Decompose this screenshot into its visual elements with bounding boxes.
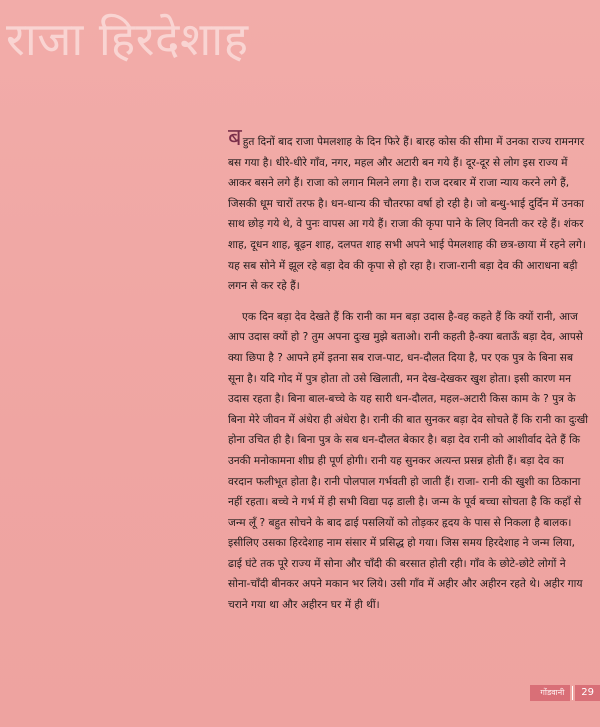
paragraph-1-text: हुत दिनों बाद राजा पेमलशाह के दिन फिरे हैं। बारह कोस की सीमा में उनका राज्य रामनगर बस गया है। धीरे-धीरे गाँव, नगर, महल और अटारी बन गये हैं। दूर-दूर से लोग इस राज्य में आकर बसने लगे हैं। राजा को लगान मिलने लगा है। राज दरबार में राजा न्याय करने लगे हैं, जिसकी धूम चारों तरफ है। धन-धान्य की चौतरफा वर्षा हो रही है। जो बन्धु-भाई दुर्दिन में उनका साथ छोड़ गये थे, वे पुनः वापस आ गये हैं। राजा की कृपा पाने के लिए विनती कर रहे हैं। शंकर शाह, दूधन शाह, बूढ़न शाह, दलपत शाह सभी अपने भाई पेमलशाह की छत्र-छाया में रहने लगे। यह सब सोने में झूल रहे बड़ा देव की कृपा से हो रहा है। राजा-रानी बड़ा देव की आराधना बड़ी लगन से कर रहे हैं।: [228, 136, 586, 293]
page-number: 29: [575, 685, 600, 701]
story-body: [228, 123, 588, 616]
paragraph-1: [228, 123, 588, 297]
page-footer: [530, 685, 600, 701]
footer-divider: [572, 686, 573, 700]
drop-cap: ब: [228, 123, 242, 151]
paragraph-2: एक दिन बड़ा देव देखते हैं कि रानी का मन बड़ा उदास है-वह कहते हैं कि क्यों रानी, आज आप उदास क्यों हो ? तुम अपना दुःख मुझे बताओ। रानी कहती है-क्या बताऊँ बड़ा देव, आपसे क्या छिपा है ? आपने हमें इतना सब राज-पाट, धन-दौलत दिया है, पर एक पुत्र के बिना सब सूना है। यदि गोद में पुत्र होता तो उसे खिलाती, मन देख-देखकर खुश होता। इसी कारण मन उदास रहता है। बिना बाल-बच्चे के यह सारी धन-दौलत, महल-अटारी किस काम के ? पुत्र के बिना मेरे जीवन में अंधेरा ही अंधेरा है। रानी की बात सुनकर बड़ा देव सोचते हैं कि रानी का दुःखी होना उचित ही है। बिना पुत्र के सब धन-दौलत बेकार है। बड़ा देव रानी को आशीर्वाद देते हैं कि उनकी मनोकामना शीघ्र ही पूर्ण होगी। रानी यह सुनकर अत्यन्त प्रसन्न होती हैं। बड़ा देव का वरदान फलीभूत होता है। रानी पोलपाल गर्भवती हो जाती हैं। राजा- रानी की खुशी का ठिकाना नहीं रहता। बच्चे ने गर्भ में ही सभी विद्या पढ़ डाली है। जन्म के पूर्व बच्चा सोचता है कि कहाँ से जन्म लूँ ? बहुत सोचने के बाद ढाई पसलियों को तोड़कर हृदय के पास से निकला है बालक। इसीलिए उसका हिरदेशाह नाम संसार में प्रसिद्ध हो गया। जिस समय हिरदेशाह ने जन्म लिया, ढाई घंटे तक पूरे राज्य में सोना और चाँदी की बरसात होती रही। गाँव के छोटे-छोटे लोगों ने सोना-चाँदी बीनकर अपने मकान भर लिये। उसी गाँव में अहीर और अहीरन रहते थे। अहीर गाय चराने गया था और अहीरन घर में ही थीं।: [228, 310, 588, 612]
footer-book-title: गोंडवानी: [530, 685, 570, 701]
page-title: राजा हिरदेशाह: [6, 12, 249, 66]
